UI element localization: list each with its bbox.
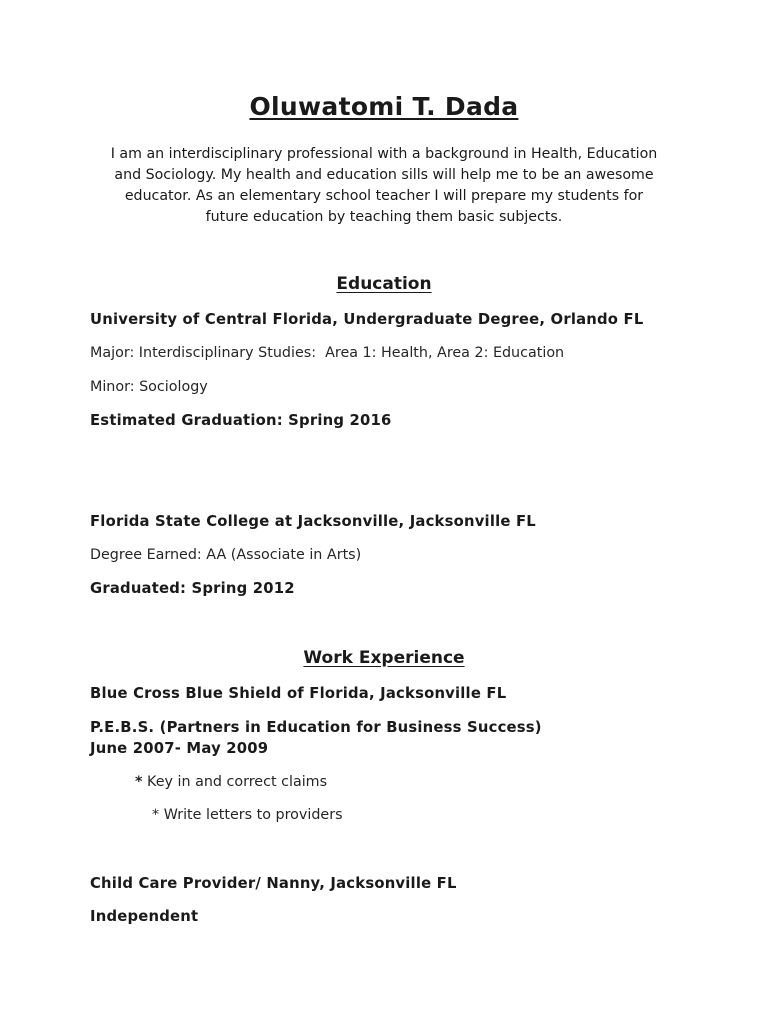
bullet-star: * [152,807,160,823]
summary-line: and Sociology. My health and education sills will help me to be an awesome [114,167,654,183]
ucf-major: Major: Interdisciplinary Studies: Area 1: Health, Area 2: Education [90,345,565,361]
bullet-text: Key in and correct claims [142,774,328,790]
bullet-text: Write letters to providers [159,807,343,823]
bullet-item [135,774,327,790]
fscj-title: Florida State College at Jacksonville, Jacksonville FL [90,513,536,530]
bullet-star: * [135,774,143,790]
bcbs-title: Blue Cross Blue Shield of Florida, Jacksonville FL [90,685,507,702]
ucf-minor: Minor: Sociology [90,379,208,395]
fscj-graduation: Graduated: Spring 2012 [90,580,295,597]
work-experience-heading: Work Experience [303,648,465,668]
summary-line: future education by teaching them basic subjects. [205,209,563,225]
bcbs-program: P.E.B.S. (Partners in Education for Business Success) [90,719,542,736]
summary-line: educator. As an elementary school teacher I will prepare my students for [124,188,644,204]
childcare-title: Child Care Provider/ Nanny, Jacksonville FL [90,875,457,892]
ucf-graduation: Estimated Graduation: Spring 2016 [90,412,392,429]
fscj-degree: Degree Earned: AA (Associate in Arts) [90,547,362,563]
summary-line: I am an interdisciplinary professional with a background in Health, Education [110,146,658,162]
education-heading: Education [336,274,432,294]
summary-paragraph [84,144,684,228]
bullet-item [152,807,343,823]
ucf-title: University of Central Florida, Undergraduate Degree, Orlando FL [90,311,644,328]
bcbs-dates: June 2007- May 2009 [90,740,269,757]
childcare-employer: Independent [90,908,199,925]
resume-name: Oluwatomi T. Dada [249,92,519,121]
